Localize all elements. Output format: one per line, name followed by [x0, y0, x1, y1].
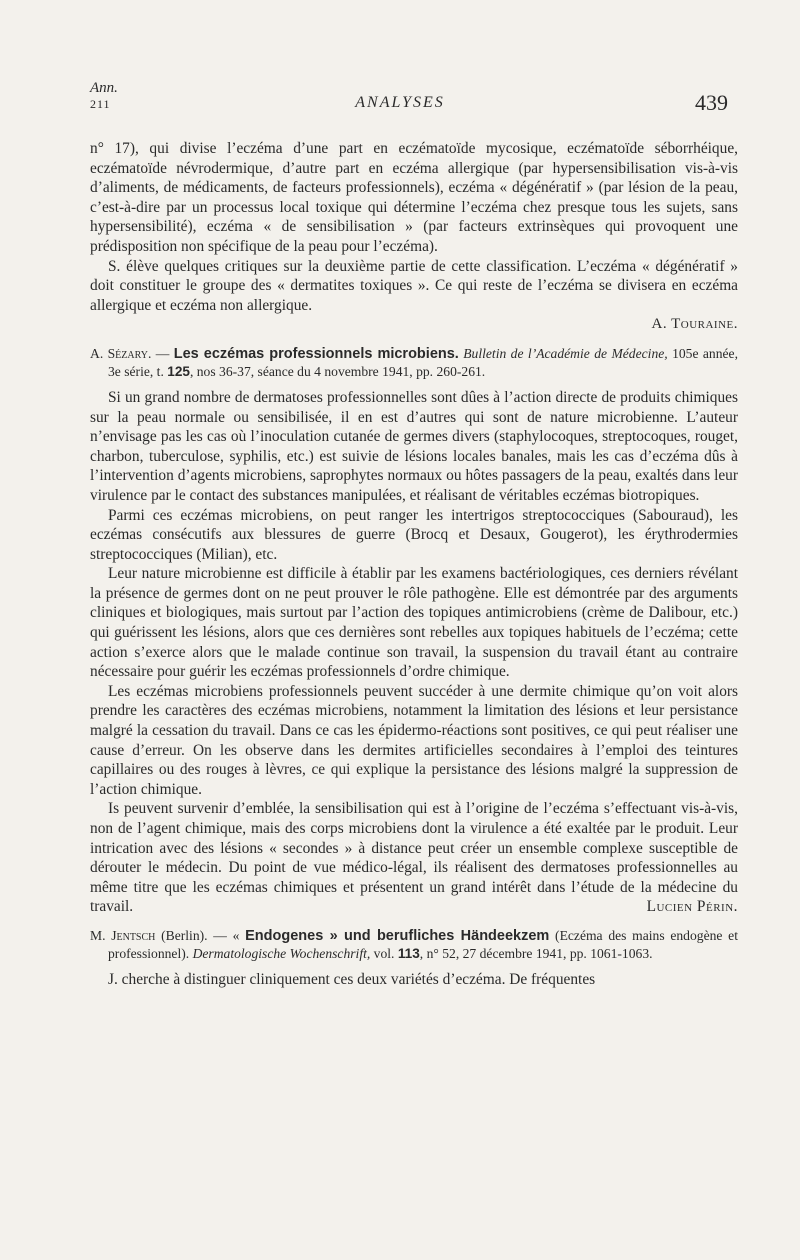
reference-journal: Bulletin de l’Académie de Médecine, — [458, 345, 668, 361]
paragraph: Les eczémas microbiens professionnels peuvent succéder à une dermite chimique qu’on voit alors prendre les caractères des eczémas microbiens, notamment la limitation des lésions et leur persistance malgré la cessation du travail. Dans ce cas les épidermo-réactions sont positives, ce qui peut réaliser une cause d’erreur. On les observe dans les dermites artificielles secondaires à l’emploi des teintures capillaires ou des rouges à lèvres, ce qui explique la persistance des lésions malgré la suppression de l’action chimique. — [90, 682, 738, 798]
reference-dash: — — [151, 345, 174, 361]
running-head-volume: 211 — [90, 97, 111, 111]
reference-author: A. Sézary. — [90, 345, 152, 361]
paragraph — [90, 799, 738, 917]
reference-journal: Dermatologische Wochenschrift, — [192, 946, 371, 962]
paragraph: J. cherche à distinguer cliniquement ces deux variétés d’eczéma. De fréquentes — [108, 970, 596, 988]
paragraph: Parmi ces eczémas microbiens, on peut ranger les intertrigos streptococciques (Sabouraud), les eczémas consécutifs aux blessures de guerre (Brocq et Desaux, Gougerot), les érythrodermies streptococciques (Milian), etc. — [90, 506, 738, 563]
reference-volume: 113 — [397, 946, 420, 962]
reference-details: vol. — [370, 946, 398, 962]
reference-entry — [90, 927, 738, 963]
reference-place: (Berlin). — « — [155, 927, 246, 943]
running-head-section: ANALYSES — [355, 94, 445, 111]
page-body — [90, 139, 738, 990]
signature: A. Touraine. — [651, 316, 738, 333]
reference-details: 105e année, 3e série, t. — [108, 345, 738, 380]
reference-translation: (Eczéma des mains endogène et professionnel). — [108, 927, 738, 962]
signature: Lucien Périn. — [646, 898, 738, 916]
reference-entry — [90, 345, 738, 381]
reference-title: Endogenes » und berufliches Händeekzem — [245, 927, 550, 944]
paragraph: Leur nature microbienne est difficile à établir par les examens bactériologiques, ces derniers révélant la présence de germes dont on ne peut prouver le rôle pathogène. Elle est démontrée par des arguments cliniques et biologiques, mais surtout par l’action des topiques antimicrobiens (crème de Dalibour, etc.) qui guérissent les lésions, alors que ces dernières sont rebelles aux topiques habituels de l’eczéma; cette action s’exerce alors que le malade continue son travail, la suspension du travail étant au contraire nécessaire pour guérir les eczémas professionnels d’ordre chimique. — [90, 565, 738, 681]
reference-details: , nos 36-37, séance du 4 novembre 1941, pp. 260-261. — [189, 364, 486, 380]
reference-volume: 125 — [167, 364, 190, 380]
page-number: 439 — [695, 90, 728, 115]
reference-author: M. Jentsch — [90, 927, 156, 943]
running-head-ann: Ann. — [90, 80, 118, 96]
reference-details: , n° 52, 27 décembre 1941, pp. 1061-1063. — [419, 946, 653, 962]
paragraph: n° 17), qui divise l’eczéma d’une part en eczématoïde mycosique, eczématoïde séborrhéique, eczématoïde névrodermique, d’autre part en eczéma allergique (par hypersensibilisation vis-à-vis d’aliments, de médicaments, de facteurs professionnels), eczéma « dégénératif » (par lésion de la peau, c’est-à-dire par un processus local toxique qui détermine l’eczéma chez presque tous les sujets, sans hypersensibilité), eczéma « de sensibilisation » (par facteurs extrinsèques qui provoquent une prédisposition non spécifique de la peau pour l’eczéma). — [90, 140, 738, 255]
paragraph: Si un grand nombre de dermatoses professionnelles sont dûes à l’action directe de produits chimiques sur la peau normale ou sensibilisée, il en est d’autres qui sont de nature microbienne. L’auteur n’envisage pas les cas où l’inoculation cutanée de germes divers (staphylocoques, streptocoques, rouget, charbon, tuberculose, syphilis, etc.) est suivie de lésions locales banales, mais les cas d’eczéma dûs à l’intervention d’agents microbiens, saprophytes normaux ou hôtes passagers de la peau, exaltés dans leur virulence par le contact des substances manipulées, et réalisant de véritables eczémas biotropiques. — [90, 388, 738, 504]
reference-title: Les eczémas professionnels microbiens. — [173, 345, 459, 362]
paragraph-text: Is peuvent survenir d’emblée, la sensibilisation qui est à l’origine de l’eczéma s’effectuant vis-à-vis, non de l’agent chimique, mais des corps microbiens dont la virulence a été exaltée par le produit. Leur intrication avec des lésions « secondes » à distance peut créer un ensemble complexe susceptible de dérouter le médecin. Du point de vue médico-légal, ils réalisent des dermatoses professionnelles au même titre que les eczémas chimiques et présentent un grand intérêt dans l’étude de la médecine du travail. — [90, 800, 738, 916]
paragraph: S. élève quelques critiques sur la deuxième partie de cette classification. L’eczéma « dégénératif » doit constituer le groupe des « dermatites toxiques ». Ce qui reste de l’eczéma se divisera en eczéma allergique et eczéma non allergique. — [90, 257, 738, 314]
